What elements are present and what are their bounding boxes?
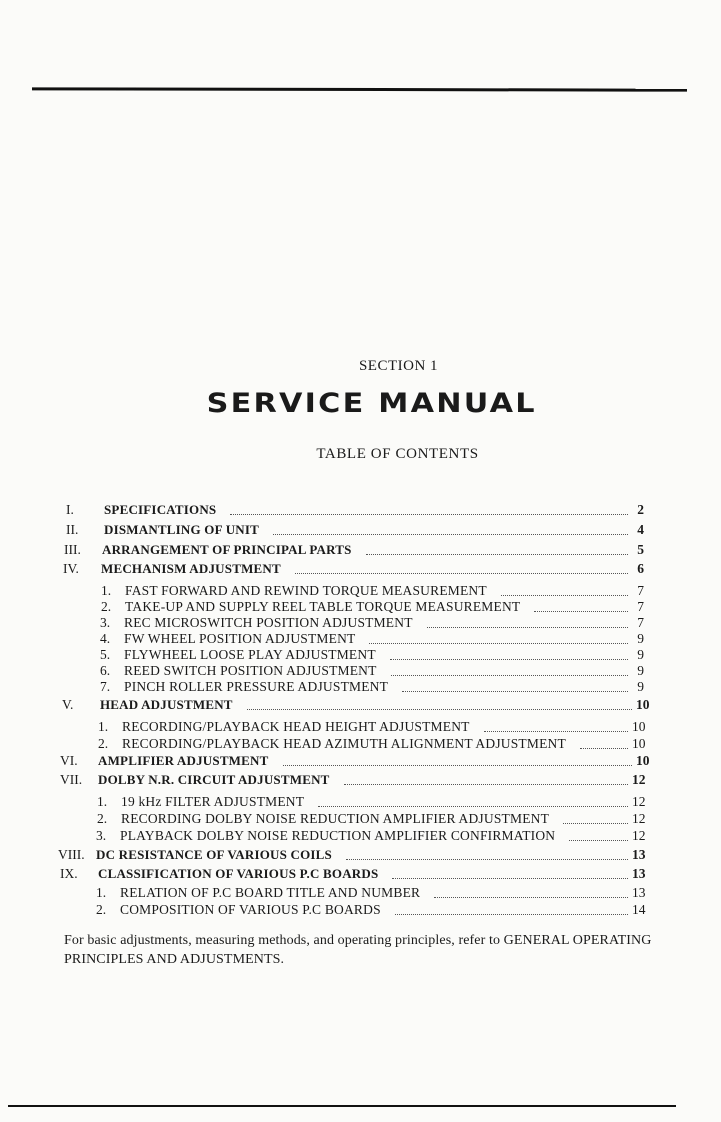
note-line: For basic adjustments, measuring methods, and operating principles, refer to GENERAL OPERATING [64, 933, 652, 948]
toc-entry [96, 902, 644, 918]
dot-leader [273, 534, 628, 535]
entry-number: 5. [100, 647, 111, 662]
entry-title: PLAYBACK DOLBY NOISE REDUCTION AMPLIFIER CONFIRMATION [120, 828, 556, 843]
entry-page: 13 [632, 885, 646, 900]
dot-leader [283, 765, 633, 766]
reference-note [64, 931, 664, 969]
entry-title: DISMANTLING OF UNIT [104, 522, 260, 537]
entry-title: FAST FORWARD AND REWIND TORQUE MEASUREMENT [125, 583, 487, 598]
dot-leader [563, 823, 628, 824]
entry-page: 5 [637, 542, 644, 557]
toc-entry [60, 753, 648, 769]
entry-title: 19 kHz FILTER ADJUSTMENT [121, 794, 305, 809]
dot-leader [295, 573, 628, 574]
dot-leader [346, 859, 628, 860]
toc-heading: TABLE OF CONTENTS [316, 446, 479, 462]
note-line: PRINCIPLES AND ADJUSTMENTS. [64, 952, 285, 967]
entry-title: CLASSIFICATION OF VARIOUS P.C BOARDS [98, 866, 379, 881]
entry-page: 9 [637, 631, 644, 646]
toc-entry [64, 542, 644, 558]
entry-page: 6 [637, 561, 644, 576]
page-title: SERVICE MANUAL [206, 388, 537, 419]
dot-leader [366, 554, 628, 555]
entry-title: FLYWHEEL LOOSE PLAY ADJUSTMENT [124, 647, 376, 662]
entry-number: 3. [100, 615, 111, 630]
dot-leader [580, 748, 628, 749]
entry-title: RECORDING DOLBY NOISE REDUCTION AMPLIFIER ADJUSTMENT [121, 811, 550, 826]
entry-title: PINCH ROLLER PRESSURE ADJUSTMENT [124, 679, 389, 694]
dot-leader [402, 691, 628, 692]
entry-number: II. [66, 522, 79, 537]
entry-title: COMPOSITION OF VARIOUS P.C BOARDS [120, 902, 381, 917]
entry-title: DOLBY N.R. CIRCUIT ADJUSTMENT [98, 772, 330, 787]
entry-number: 6. [100, 663, 111, 678]
dot-leader [390, 659, 628, 660]
entry-number: IX. [60, 866, 78, 881]
toc-entry [97, 811, 644, 827]
entry-number: 7. [100, 679, 111, 694]
toc-entry [100, 615, 644, 631]
entry-title: ARRANGEMENT OF PRINCIPAL PARTS [102, 542, 352, 557]
toc-entry [98, 736, 644, 752]
entry-page: 12 [632, 828, 646, 843]
dot-leader [569, 840, 628, 841]
entry-page: 7 [637, 583, 644, 598]
toc-entry [63, 561, 644, 577]
entry-title: SPECIFICATIONS [104, 502, 217, 517]
toc-entry [58, 847, 644, 863]
entry-title: RELATION OF P.C BOARD TITLE AND NUMBER [120, 885, 421, 900]
entry-number: VI. [60, 753, 78, 768]
entry-title: FW WHEEL POSITION ADJUSTMENT [124, 631, 356, 646]
entry-page: 7 [637, 599, 644, 614]
toc-entry [96, 885, 644, 901]
dot-leader [344, 784, 628, 785]
entry-page: 10 [636, 697, 650, 712]
entry-title: DC RESISTANCE OF VARIOUS COILS [96, 847, 332, 862]
dot-leader [534, 611, 628, 612]
entry-number: 4. [100, 631, 111, 646]
toc-entry [66, 502, 644, 518]
dot-leader [230, 514, 628, 515]
entry-page: 10 [632, 719, 646, 734]
entry-number: IV. [63, 561, 79, 576]
toc-entry [60, 772, 644, 788]
entry-page: 13 [632, 866, 646, 881]
entry-number: 1. [97, 794, 108, 809]
toc-entry [101, 583, 644, 599]
entry-number: 3. [96, 828, 107, 843]
entry-number: I. [66, 502, 74, 517]
dot-leader [318, 806, 628, 807]
entry-number: 2. [97, 811, 108, 826]
toc-entry [101, 599, 644, 615]
bottom-rule [8, 1105, 676, 1107]
toc-entry [100, 679, 644, 695]
entry-page: 4 [637, 522, 644, 537]
dot-leader [395, 914, 628, 915]
entry-number: 2. [98, 736, 109, 751]
entry-number: 1. [96, 885, 107, 900]
entry-number: VIII. [58, 847, 85, 862]
entry-number: V. [62, 697, 74, 712]
entry-title: RECORDING/PLAYBACK HEAD AZIMUTH ALIGNMENT ADJUSTMENT [122, 736, 566, 751]
toc-entry [97, 794, 644, 810]
entry-title: RECORDING/PLAYBACK HEAD HEIGHT ADJUSTMENT [122, 719, 470, 734]
dot-leader [392, 878, 628, 879]
entry-page: 2 [637, 502, 644, 517]
toc-entry [66, 522, 644, 538]
dot-leader [484, 731, 628, 732]
entry-page: 9 [637, 663, 644, 678]
entry-title: AMPLIFIER ADJUSTMENT [98, 753, 269, 768]
entry-number: 1. [98, 719, 109, 734]
dot-leader [247, 709, 632, 710]
toc-entry [98, 719, 644, 735]
entry-page: 9 [637, 679, 644, 694]
entry-title: TAKE-UP AND SUPPLY REEL TABLE TORQUE MEASUREMENT [125, 599, 521, 614]
entry-page: 12 [632, 811, 646, 826]
dot-leader [369, 643, 628, 644]
entry-title: REC MICROSWITCH POSITION ADJUSTMENT [124, 615, 413, 630]
entry-page: 13 [632, 847, 646, 862]
toc-entry [100, 631, 644, 647]
entry-page: 7 [637, 615, 644, 630]
toc-entry [60, 866, 644, 882]
entry-title: MECHANISM ADJUSTMENT [101, 561, 281, 576]
entry-title: HEAD ADJUSTMENT [100, 697, 233, 712]
entry-page: 12 [632, 772, 646, 787]
entry-number: 2. [96, 902, 107, 917]
entry-page: 12 [632, 794, 646, 809]
dot-leader [434, 897, 628, 898]
entry-page: 10 [632, 736, 646, 751]
entry-page: 14 [632, 902, 646, 917]
entry-page: 9 [637, 647, 644, 662]
section-label: SECTION 1 [358, 358, 439, 374]
dot-leader [427, 627, 628, 628]
entry-number: 2. [101, 599, 112, 614]
dot-leader [391, 675, 628, 676]
toc-entry [62, 697, 648, 713]
entry-number: 1. [101, 583, 112, 598]
toc-entry [100, 647, 644, 663]
toc-entry [100, 663, 644, 679]
entry-number: III. [64, 542, 81, 557]
entry-page: 10 [636, 753, 650, 768]
entry-title: REED SWITCH POSITION ADJUSTMENT [124, 663, 377, 678]
entry-number: VII. [60, 772, 83, 787]
toc-entry [96, 828, 644, 844]
dot-leader [501, 595, 628, 596]
